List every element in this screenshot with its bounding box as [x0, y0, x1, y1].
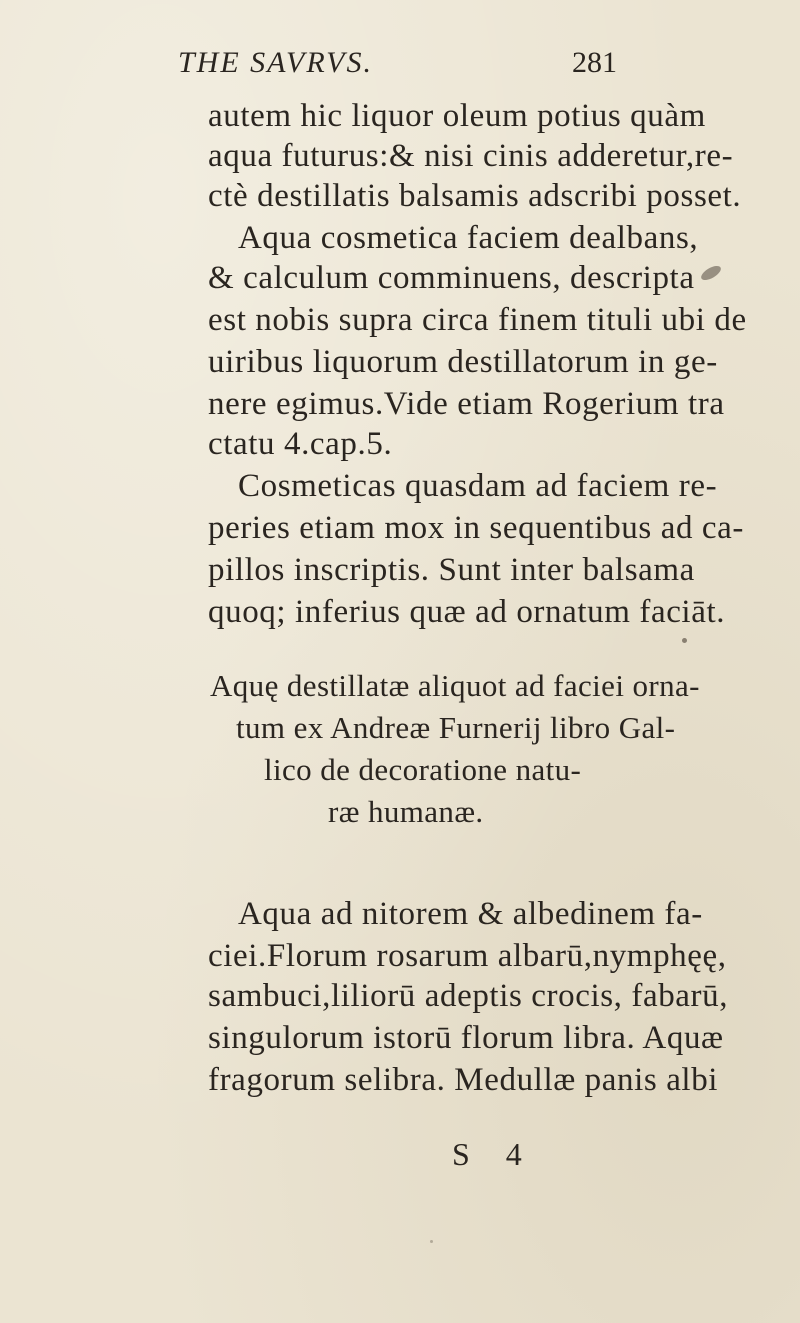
text-line: Aqua cosmetica faciem dealbans,	[238, 220, 699, 256]
text-line: ctatu 4.cap.5.	[208, 426, 393, 462]
page-number: 281	[572, 46, 617, 79]
text-line: autem hic liquor oleum potius quàm	[208, 98, 706, 134]
heading-line: tum ex Andreæ Furnerij libro Gal-	[236, 710, 676, 745]
running-title: THE SAVRVS.	[178, 46, 373, 79]
paper-speck	[699, 263, 723, 283]
text-line: sambuci,liliorū adeptis crocis, fabarū,	[208, 978, 729, 1014]
text-line: fragorum selibra. Medullæ panis albi	[208, 1062, 719, 1098]
text-line: Cosmeticas quasdam ad faciem re-	[238, 468, 718, 504]
text-line: aqua futurus:& nisi cinis adderetur,re-	[208, 138, 734, 174]
text-line: nere egimus.Vide etiam Rogerium tra	[208, 386, 725, 422]
signature-mark: S 4	[452, 1136, 536, 1172]
text-line: est nobis supra circa finem tituli ubi de	[208, 302, 747, 338]
text-line: singulorum istorū florum libra. Aquæ	[208, 1020, 724, 1056]
text-line: quoq; inferius quæ ad ornatum faciāt.	[208, 594, 726, 630]
running-head	[0, 46, 800, 86]
text-line: ciei.Florum rosarum albarū,nymphęę,	[208, 938, 727, 974]
text-line: peries etiam mox in sequentibus ad ca-	[208, 510, 744, 546]
paper-speck	[682, 638, 687, 643]
heading-line: Aquę destillatæ aliquot ad faciei orna-	[210, 668, 700, 703]
text-line: Aqua ad nitorem & albedinem fa-	[238, 896, 703, 932]
text-line: pillos inscriptis. Sunt inter balsama	[208, 552, 695, 588]
paper-speck	[430, 1240, 433, 1243]
text-line: & calculum comminuens, descripta	[208, 260, 695, 296]
text-line: uiribus liquorum destillatorum in ge-	[208, 344, 718, 380]
text-line: ctè destillatis balsamis adscribi posset.	[208, 178, 742, 214]
heading-line: ræ humanæ.	[328, 794, 484, 829]
heading-line: lico de decoratione natu-	[264, 752, 582, 787]
